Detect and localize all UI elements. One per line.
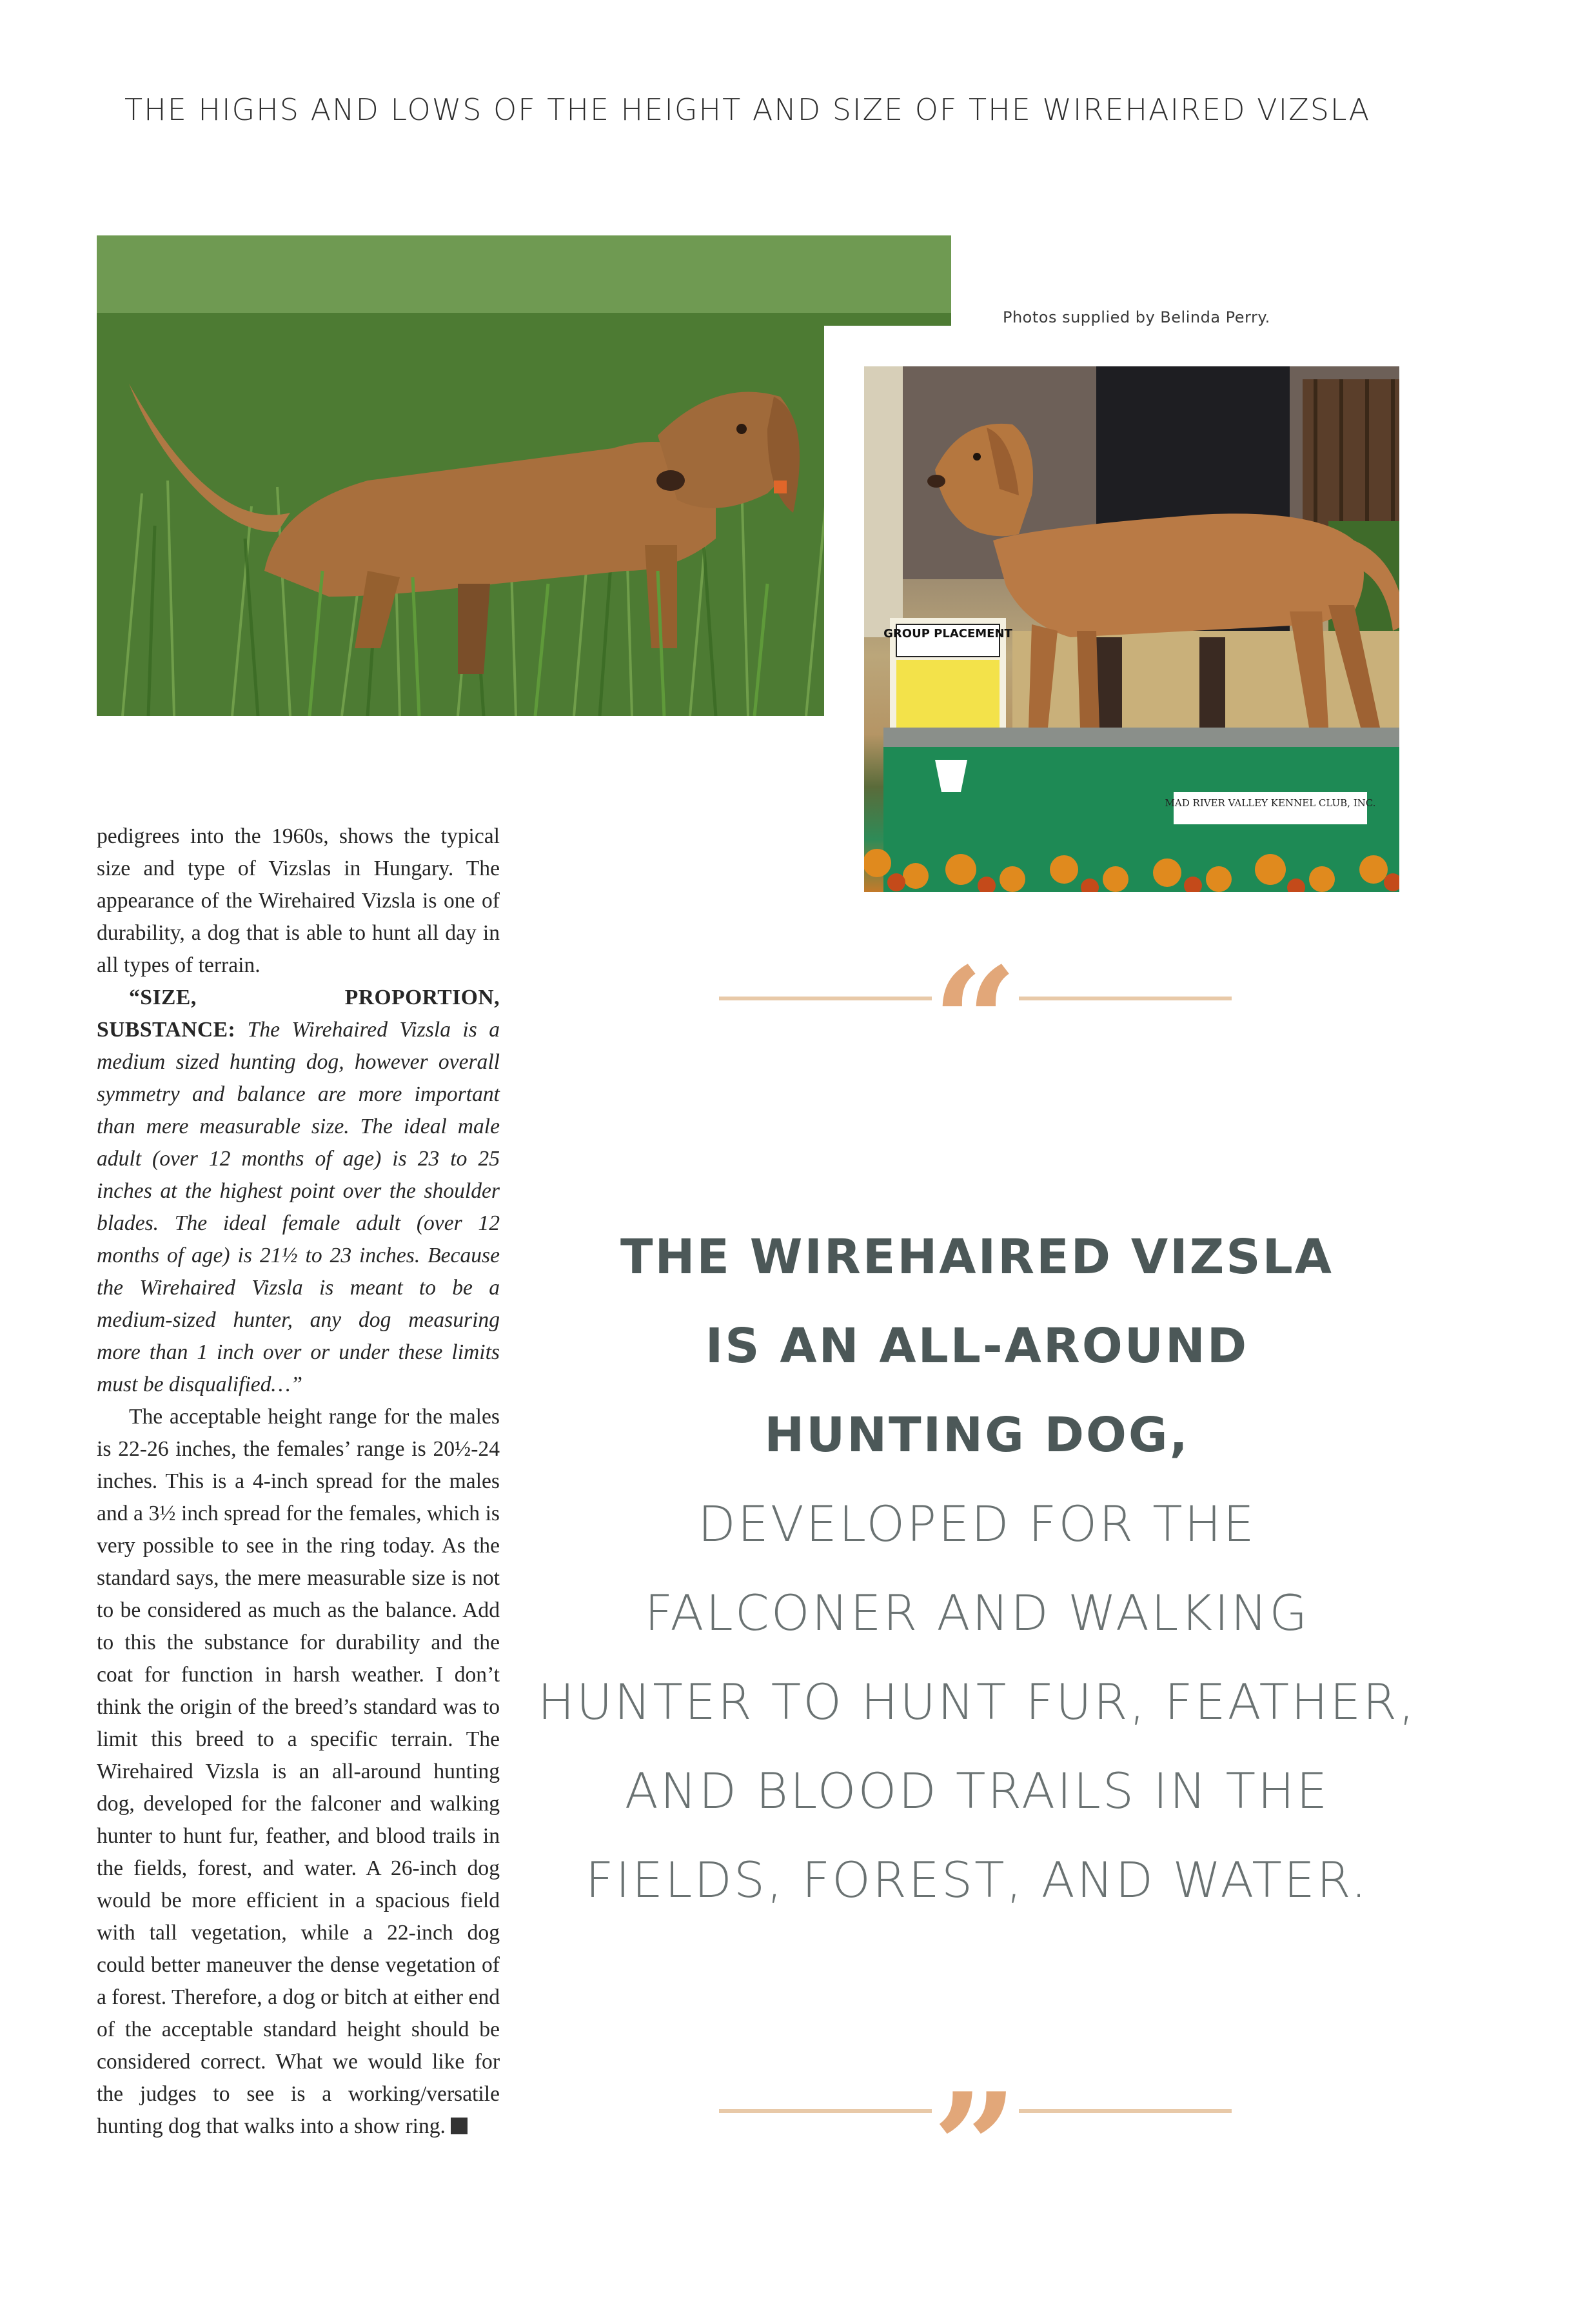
pull-quote-light-line-3: HUNTER TO HUNT FUR, FEATHER, bbox=[537, 1673, 1417, 1731]
placard-group-label: GROUP PLACEMENT bbox=[883, 627, 1012, 640]
quote-rule-bottom-right bbox=[1019, 2109, 1232, 2113]
pull-quote-light-line-1: DEVELOPED FOR THE bbox=[698, 1495, 1256, 1553]
end-of-article-mark bbox=[451, 2118, 468, 2134]
photo-dog-in-field bbox=[97, 235, 951, 716]
pull-quote bbox=[529, 1213, 1425, 1925]
close-quote-mark: ” bbox=[932, 2061, 1018, 2235]
body-text-column bbox=[97, 820, 500, 2143]
quote-rule-bottom-left bbox=[719, 2109, 932, 2113]
pull-quote-bold-line-3: HUNTING DOG, bbox=[764, 1407, 1190, 1463]
quote-rule-top-right bbox=[1019, 997, 1232, 1000]
open-quote-mark: “ bbox=[932, 935, 1018, 1109]
body-paragraph-3 bbox=[97, 1401, 500, 2143]
pull-quote-bold-line-1: THE WIREHAIRED VIZSLA bbox=[620, 1229, 1334, 1285]
quote-rule-top-left bbox=[719, 997, 932, 1000]
body-paragraph-3-text: The acceptable height range for the males is 22-26 inches, the females’ range is 20½-24 inches. This is a 4-inch spread for the males and a 3½ inch spread for the females, which is very possible to see in the ring today. As the standard says, the mere measurable size is not to be considered as much as the balance. Add to this the substance for durability and the coat for function in harsh weather. I don’t think the origin of the breed’s standard was to limit this breed to a specific terrain. The Wirehaired Vizsla is an all-around hunting dog, developed for the falconer and walking hunter to hunt fur, feather, and blood trails in the fields, forest, and water. A 26-inch dog would be more efficient in a spacious field with tall vegetation, while a 22-inch dog could better maneuver the dense vegetation of a forest. Therefore, a dog or bitch at either end of the acceptable standard height should be considered correct. What we would like for the judges to see is a working/versatile hunting dog that walks into a show ring. bbox=[97, 1405, 500, 2138]
pull-quote-light-line-2: FALCONER AND WALKING bbox=[644, 1584, 1310, 1642]
standard-heading: “SIZE, PROPORTION, SUBSTANCE: bbox=[97, 986, 500, 1042]
standard-quote-text: The Wirehaired Vizsla is a medium sized hunting dog, however overall symmetry and balance are more important than mere measurable size. The ideal male adult (over 12 months of age) is 23 to 25 inches at the highest point over the shoulder blades. The ideal female adult (over 12 months of age) is 21½ to 23 inches. Because the Wirehaired Vizsla is meant to be a medium-sized hunter, any dog measuring more than 1 inch over or under these limits must be disqualified…” bbox=[97, 1018, 500, 1396]
photo-show-dog bbox=[864, 366, 1399, 892]
pull-quote-bold-line-2: IS AN ALL-AROUND bbox=[705, 1318, 1249, 1374]
body-paragraph-1: pedigrees into the 1960s, shows the typical size and type of Vizslas in Hungary. The appearance of the Wirehaired Vizsla is one of durability, a dog that is able to hunt all day in all types of terrain. bbox=[97, 824, 500, 977]
body-paragraph-standard-quote bbox=[97, 982, 500, 1401]
photo-credit: Photos supplied by Belinda Perry. bbox=[1003, 308, 1270, 326]
pull-quote-light-line-5: FIELDS, FOREST, AND WATER. bbox=[585, 1851, 1369, 1909]
pull-quote-light-line-4: AND BLOOD TRAILS IN THE bbox=[624, 1762, 1330, 1820]
placard-club-label: MAD RIVER VALLEY KENNEL CLUB, INC. bbox=[1165, 797, 1376, 809]
running-head: THE HIGHS AND LOWS OF THE HEIGHT AND SIZE OF THE WIREHAIRED VIZSLA bbox=[124, 92, 1371, 127]
